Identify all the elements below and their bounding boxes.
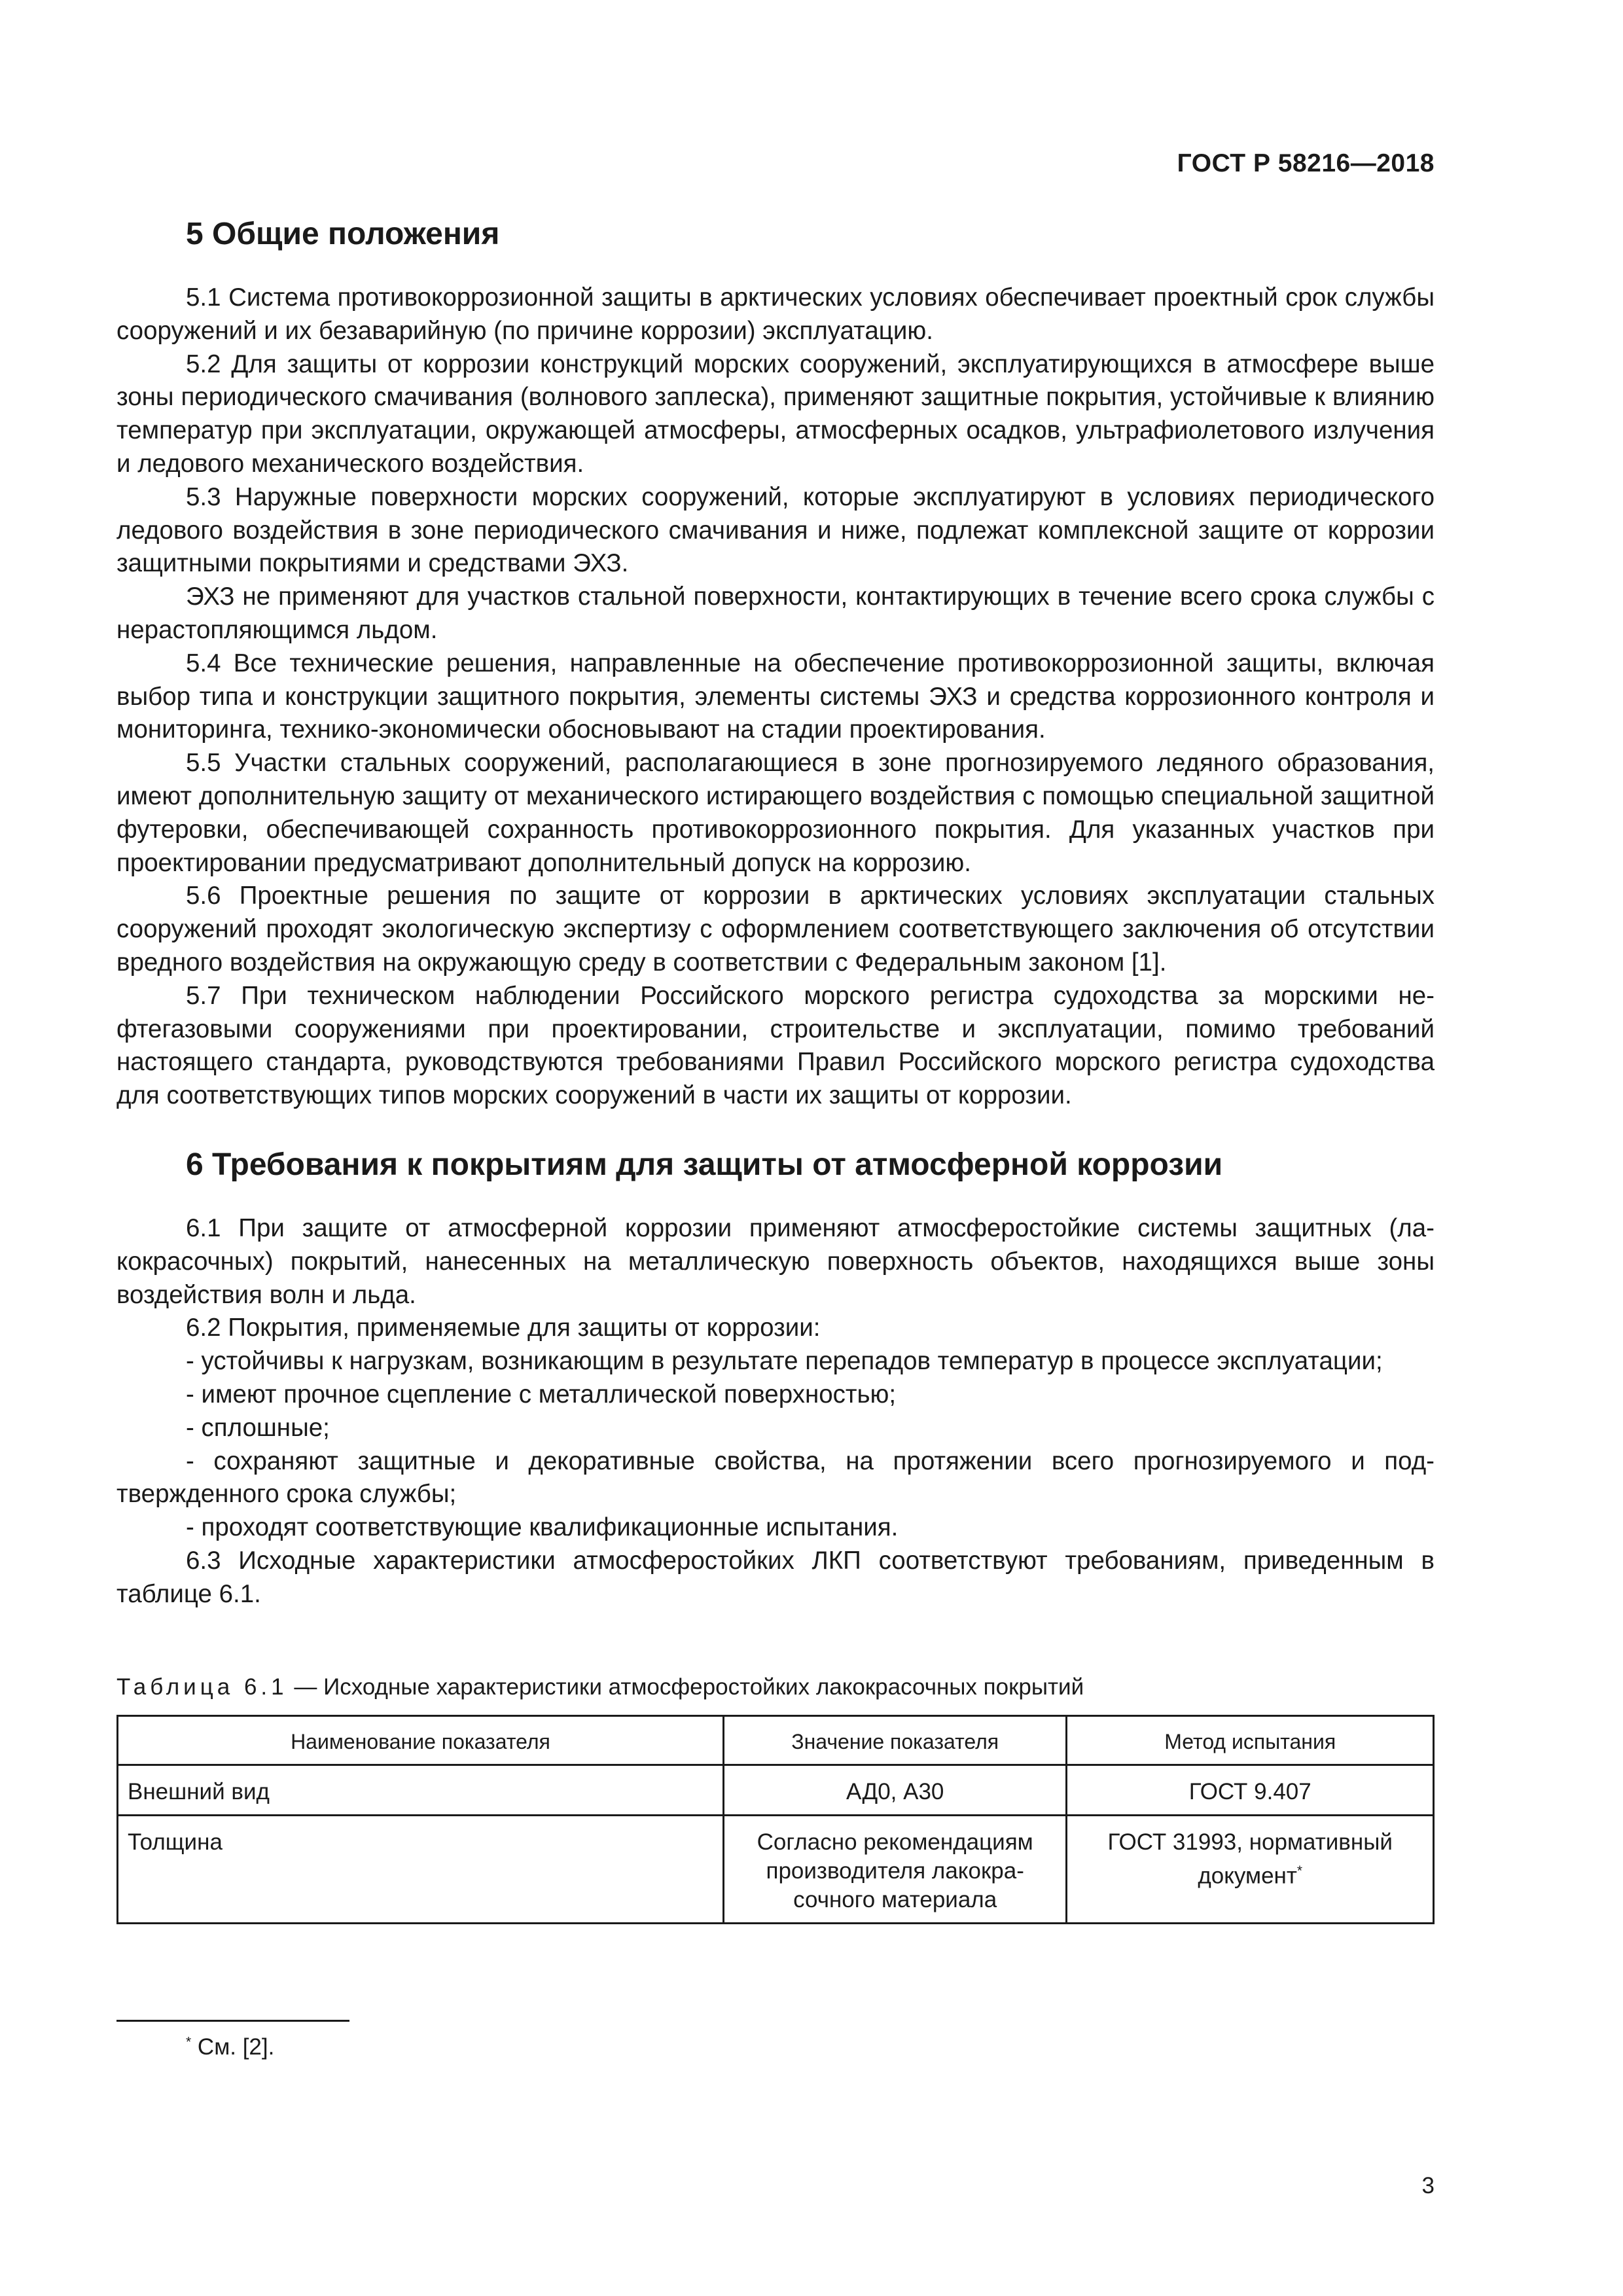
section-6-title: 6 Требования к покрытиям для защиты от атмосферной коррозии bbox=[186, 1147, 1223, 1182]
section-5-body bbox=[116, 281, 1435, 1113]
column-header-method: Метод испытания bbox=[1067, 1716, 1434, 1765]
table-cell-method bbox=[1067, 1765, 1434, 1816]
table-cell-name: Внешний вид bbox=[118, 1765, 724, 1816]
table-cell-value: Согласно рекомендациям производителя лакокрасочного материала bbox=[723, 1816, 1067, 1924]
footnote bbox=[186, 2034, 274, 2060]
paragraph-5-7: 5.7 При техническом наблюдении Российского морского регистра судоходства за морскими нефтегазовыми сооружениями при проектировании, строительстве и эксплуатации, помимо требований настоящего стандарта, руководствуются требованиями Правил Российского морского регистра судоходства для соответствующих типов морских сооружений в части их защиты от коррозии. bbox=[116, 981, 1435, 1110]
method-text: ГОСТ 31993, нормативный документ bbox=[1107, 1829, 1393, 1889]
paragraph-6-3: 6.3 Исходные характеристики атмосферостойких ЛКП соответствуют требованиям, приведенным в таблице 6.1. bbox=[116, 1546, 1435, 1608]
table-row bbox=[118, 1765, 1434, 1816]
paragraph-5-1: 5.1 Система противокоррозионной защиты в арктических условиях обеспечивает проектный срок службы сооружений и их безаварийную (по причине коррозии) эксплуатацию. bbox=[116, 283, 1435, 345]
section-6-body bbox=[116, 1212, 1435, 1611]
paragraph-6-1: 6.1 При защите от атмосферной коррозии применяют атмосферостойкие системы защитных (лакокрасочных) покрытий, нанесенных на металлическую поверхность объектов, находящихся выше зоны воздействия волн и льда. bbox=[116, 1214, 1435, 1309]
column-header-name: Наименование показателя bbox=[118, 1716, 724, 1765]
document-code-header: ГОСТ Р 58216—2018 bbox=[1177, 149, 1435, 177]
section-5-title: 5 Общие положения bbox=[186, 217, 500, 251]
table-cell-method bbox=[1067, 1816, 1434, 1924]
method-text: ГОСТ 9.407 bbox=[1188, 1779, 1311, 1804]
footnote-marker: * bbox=[1296, 1863, 1303, 1878]
table-caption-text: — Исходные характеристики атмосферостойких лакокрасочных покрытий bbox=[287, 1674, 1084, 1700]
paragraph-5-6: 5.6 Проектные решения по защите от коррозии в арктических условиях эксплуатации стальных сооружений проходят экологическую экспертизу с оформлением соответствующего заключения об отсутствии вредного воздействия на окружающую среду в соответствии с Федеральным законом [1]. bbox=[116, 882, 1435, 977]
footnote-marker: * bbox=[186, 2034, 192, 2050]
paragraph-6-2: 6.2 Покрытия, применяемые для защиты от коррозии: bbox=[186, 1314, 821, 1342]
list-item: - проходят соответствующие квалификационные испытания. bbox=[186, 1513, 899, 1542]
paragraph-5-5: 5.5 Участки стальных сооружений, располагающиеся в зоне прогнозируемого ледяного образования, имеют дополнительную защиту от механического истирающего воздействия с помощью специальной защитной футеровки, обеспечивающей сохранность противокоррозионного покрытия. Для указанных участков при проектировании предусматривают дополнительный допуск на коррозию. bbox=[116, 749, 1435, 877]
list-item: - устойчивы к нагрузкам, возникающим в результате перепадов температур в процессе эксплуатации; bbox=[186, 1347, 1383, 1376]
table-row bbox=[118, 1816, 1434, 1924]
document-page bbox=[116, 0, 1435, 2296]
paragraph-5-3: 5.3 Наружные поверхности морских сооружений, которые эксплуатируют в условиях периодического ледового воздействия в зоне периодического смачивания и ниже, подлежат комплексной защите от коррозии защитными покрытиями и средствами ЭХЗ. bbox=[116, 482, 1435, 578]
page-number: 3 bbox=[1421, 2173, 1435, 2198]
list-item: - имеют прочное сцепление с металлической поверхностью; bbox=[186, 1380, 897, 1408]
list-item: - сохраняют защитные и декоративные свойства, на протяжении всего прогнозируемого и подтвержденного срока службы; bbox=[116, 1446, 1435, 1509]
footnote-divider bbox=[116, 2020, 349, 2022]
table-cell-name: Толщина bbox=[118, 1816, 724, 1924]
paragraph-5-4: 5.4 Все технические решения, направленные на обеспечение противокоррозионной защиты, включая выбор типа и конструкции защитного покрытия, элементы системы ЭХЗ и средства коррозионного контроля и мониторинга, технико-экономически обосновывают на стадии проектирования. bbox=[116, 649, 1435, 744]
list-item: - сплошные; bbox=[186, 1413, 330, 1442]
table-header-row bbox=[118, 1716, 1434, 1765]
table-caption bbox=[116, 1674, 1084, 1700]
footnote-text: См. [2]. bbox=[191, 2034, 275, 2060]
characteristics-table bbox=[116, 1715, 1435, 1924]
paragraph-5-2: 5.2 Для защиты от коррозии конструкций морских сооружений, эксплуатирующихся в атмосфере выше зоны периодического смачивания (волнового заплеска), применяют защитные покрытия, устойчивые к влиянию температур при эксплуатации, окружающей атмосферы, атмосферных осадков, ультрафиолетового излучения и ледового механического воздействия. bbox=[116, 350, 1435, 478]
paragraph-5-3-ehz: ЭХЗ не применяют для участков стальной поверхности, контактирующих в течение всего срока службы с нерастопляющимся льдом. bbox=[116, 583, 1435, 644]
table-cell-value: АД0, А30 bbox=[723, 1765, 1067, 1816]
column-header-value: Значение показателя bbox=[723, 1716, 1067, 1765]
table-caption-label: Таблица 6.1 bbox=[116, 1674, 288, 1700]
